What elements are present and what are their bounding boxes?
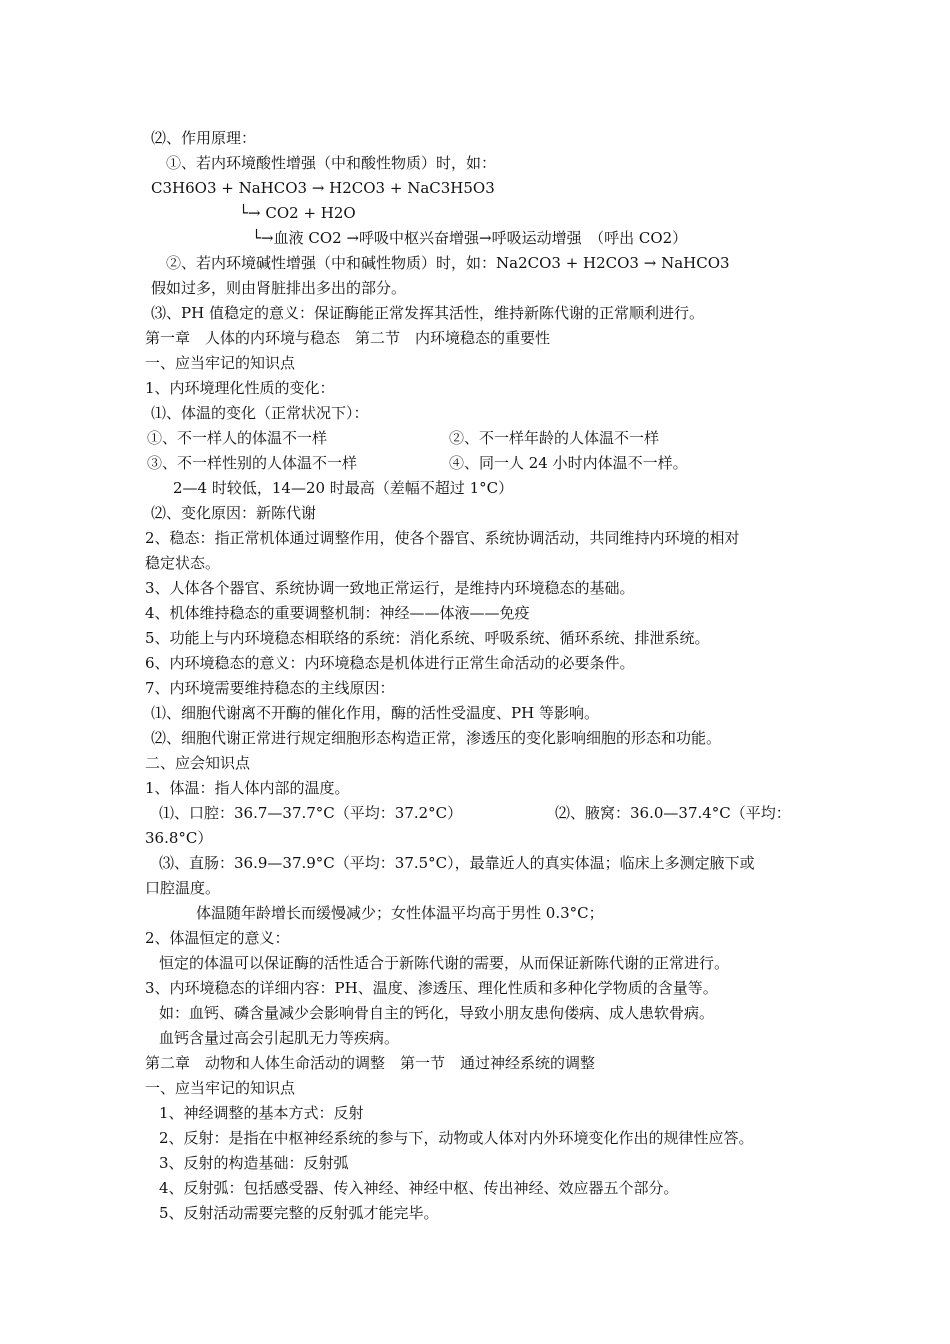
subsection-heading: 二、应会知识点 xyxy=(145,754,251,772)
text-line: ⑵、作用原理： xyxy=(151,129,257,147)
text-line: 血钙含量过高会引起肌无力等疾病。 xyxy=(159,1029,400,1047)
text-line: 如：血钙、磷含量减少会影响骨自主的钙化，导致小朋友患佝偻病、成人患软骨病。 xyxy=(159,1004,715,1022)
text-line: 2、稳态：指正常机体通过调整作用，使各个器官、系统协调活动，共同维持内环境的相对 xyxy=(145,529,740,547)
text-line: 36.8°C） xyxy=(145,829,213,847)
text-line: 2、反射：是指在中枢神经系统的参与下，动物或人体对内外环境变化作出的规律性应答。 xyxy=(159,1129,754,1147)
subsection-heading: 一、应当牢记的知识点 xyxy=(145,354,296,372)
text-line: ⑶、PH 值稳定的意义：保证酶能正常发挥其活性，维持新陈代谢的正常顺利进行。 xyxy=(151,304,704,322)
subsection-heading: 一、应当牢记的知识点 xyxy=(145,1079,296,1097)
text-line: ⑴、体温的变化（正常状况下）： xyxy=(151,404,369,422)
text-line: 体温随年龄增长而缓慢减少；女性体温平均高于男性 0.3°C； xyxy=(196,904,604,922)
text-line: 1、神经调整的基本方式：反射 xyxy=(159,1104,364,1122)
text-line: 稳定状态。 xyxy=(145,554,221,572)
text-line: 2、体温恒定的意义： xyxy=(145,929,290,947)
text-line: ⑵、细胞代谢正常进行规定细胞形态构造正常，渗透压的变化影响细胞的形态和功能。 xyxy=(151,729,722,747)
text-line: 3、反射的构造基础：反射弧 xyxy=(159,1154,349,1172)
text-line: 假如过多，则由肾脏排出多出的部分。 xyxy=(151,279,407,297)
text-line: ⑴、口腔：36.7—37.7°C（平均：37.2°C） xyxy=(159,804,463,822)
text-line: 4、机体维持稳态的重要调整机制：神经——体液——免疫 xyxy=(145,604,530,622)
text-line: ⑶、直肠：36.9—37.9°C（平均：37.5°C），最靠近人的真实体温；临床上多测定腋下或 xyxy=(159,854,755,872)
text-line: ①、不一样人的体温不一样 xyxy=(147,429,328,447)
text-line: ②、不一样年龄的人体温不一样 xyxy=(449,429,660,447)
text-line: 恒定的体温可以保证酶的活性适合于新陈代谢的需要，从而保证新陈代谢的正常进行。 xyxy=(159,954,730,972)
text-line: 3、内环境稳态的详细内容：PH、温度、渗透压、理化性质和多种化学物质的含量等。 xyxy=(145,979,718,997)
text-line: ⑵、腋窝：36.0—37.4°C（平均： xyxy=(555,804,791,822)
text-line: 6、内环境稳态的意义：内环境稳态是机体进行正常生命活动的必要条件。 xyxy=(145,654,635,672)
text-line: 2—4 时较低，14—20 时最高（差幅不超过 1°C） xyxy=(173,479,514,497)
text-line: ④、同一人 24 小时内体温不一样。 xyxy=(449,454,688,472)
text-line: 1、内环境理化性质的变化： xyxy=(145,379,335,397)
text-line: 3、人体各个器官、系统协调一致地正常运行，是维持内环境稳态的基础。 xyxy=(145,579,635,597)
text-line: 7、内环境需要维持稳态的主线原因： xyxy=(145,679,395,697)
chemical-equation: └→血液 CO2 →呼吸中枢兴奋增强→呼吸运动增强 （呼出 CO2） xyxy=(252,229,688,247)
text-line: 5、反射活动需要完整的反射弧才能完毕。 xyxy=(159,1204,439,1222)
section-heading: 第二章 动物和人体生命活动的调整 第一节 通过神经系统的调整 xyxy=(145,1054,596,1072)
text-line: ②、若内环境碱性增强（中和碱性物质）时，如：Na2CO3 + H2CO3 → NaHCO3 xyxy=(166,254,730,272)
text-line: ③、不一样性别的人体温不一样 xyxy=(147,454,358,472)
text-line: 5、功能上与内环境稳态相联络的系统：消化系统、呼吸系统、循环系统、排泄系统。 xyxy=(145,629,710,647)
text-line: ①、若内环境酸性增强（中和酸性物质）时，如： xyxy=(166,154,497,172)
section-heading: 第一章 人体的内环境与稳态 第二节 内环境稳态的重要性 xyxy=(145,329,551,347)
chemical-equation: └→ CO2 + H2O xyxy=(239,204,356,222)
text-line: ⑵、变化原因：新陈代谢 xyxy=(151,504,317,522)
text-line: 1、体温：指人体内部的温度。 xyxy=(145,779,350,797)
text-line: 4、反射弧：包括感受器、传入神经、神经中枢、传出神经、效应器五个部分。 xyxy=(159,1179,679,1197)
text-line: 口腔温度。 xyxy=(145,879,221,897)
chemical-equation: C3H6O3 + NaHCO3 → H2CO3 + NaC3H5O3 xyxy=(151,179,495,197)
text-line: ⑴、细胞代谢离不开酶的催化作用，酶的活性受温度、PH 等影响。 xyxy=(151,704,599,722)
